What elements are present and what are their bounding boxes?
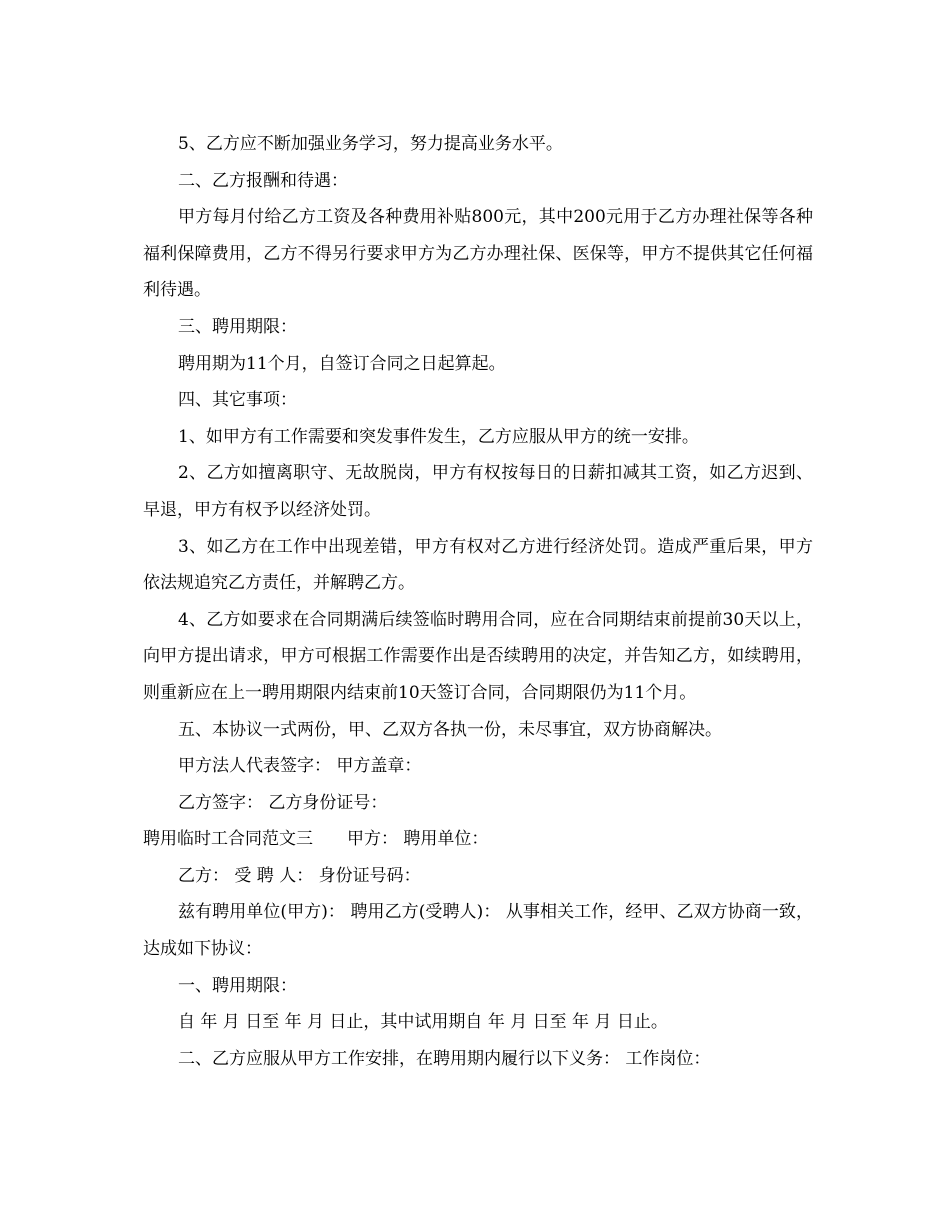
paragraph-other-2: 2、乙方如擅离职守、无故脱岗，甲方有权按每日的日薪扣减其工资，如乙方迟到、早退，甲方有权予以经济处罚。 xyxy=(143,463,813,520)
paragraph-clause-5: 5、乙方应不断加强业务学习，努力提高业务水平。 xyxy=(178,134,563,154)
paragraph-duties: 二、乙方应服从甲方工作安排，在聘用期内履行以下义务： 工作岗位： xyxy=(178,1048,711,1069)
paragraph-other-1: 1、如甲方有工作需要和突发事件发生，乙方应服从甲方的统一安排。 xyxy=(178,426,699,447)
signature-party-b: 乙方签字： 乙方身份证号： xyxy=(178,792,388,813)
paragraph-employment-dates: 自 年 月 日至 年 月 日止，其中试用期自 年 月 日至 年 月 日止。 xyxy=(178,1012,668,1033)
paragraph-agreement-intro: 兹有聘用单位(甲方)： 聘用乙方(受聘人)： 从事相关工作，经甲、乙双方协商一致，达成如下协议： xyxy=(143,902,813,960)
paragraph-copies: 五、本协议一式两份，甲、乙双方各执一份，未尽事宜，双方协商解决。 xyxy=(178,719,722,740)
heading-other-matters: 四、其它事项： xyxy=(178,390,297,411)
signature-party-a: 甲方法人代表签字： 甲方盖章： xyxy=(178,756,422,777)
paragraph-other-4: 4、乙方如要求在合同期满后续签临时聘用合同，应在合同期结束前提前30天以上，向甲方提出请求，甲方可根据工作需要作出是否续聘用的决定，并告知乙方，如续聘用，则重新应在上一聘用期限内结束前10天签订合同，合同期限仍为11个月。 xyxy=(143,609,813,703)
section-title-template-three: 聘用临时工合同范文三 甲方： 聘用单位： xyxy=(143,829,489,850)
document-body xyxy=(143,126,813,1077)
heading-remuneration: 二、乙方报酬和待遇： xyxy=(178,170,348,191)
party-b-info: 乙方： 受 聘 人： 身份证号码： xyxy=(178,865,421,886)
paragraph-other-3: 3、如乙方在工作中出现差错，甲方有权对乙方进行经济处罚。造成严重后果，甲方依法规追究乙方责任，并解聘乙方。 xyxy=(143,536,813,594)
heading-term: 三、聘用期限： xyxy=(178,316,297,337)
heading-employment-term: 一、聘用期限： xyxy=(178,975,297,996)
paragraph-term: 聘用期为11个月，自签订合同之日起算起。 xyxy=(178,353,506,374)
paragraph-salary: 甲方每月付给乙方工资及各种费用补贴800元，其中200元用于乙方办理社保等各种福利保障费用，乙方不得另行要求甲方为乙方办理社保、医保等，甲方不提供其它任何福利待遇。 xyxy=(143,207,813,301)
